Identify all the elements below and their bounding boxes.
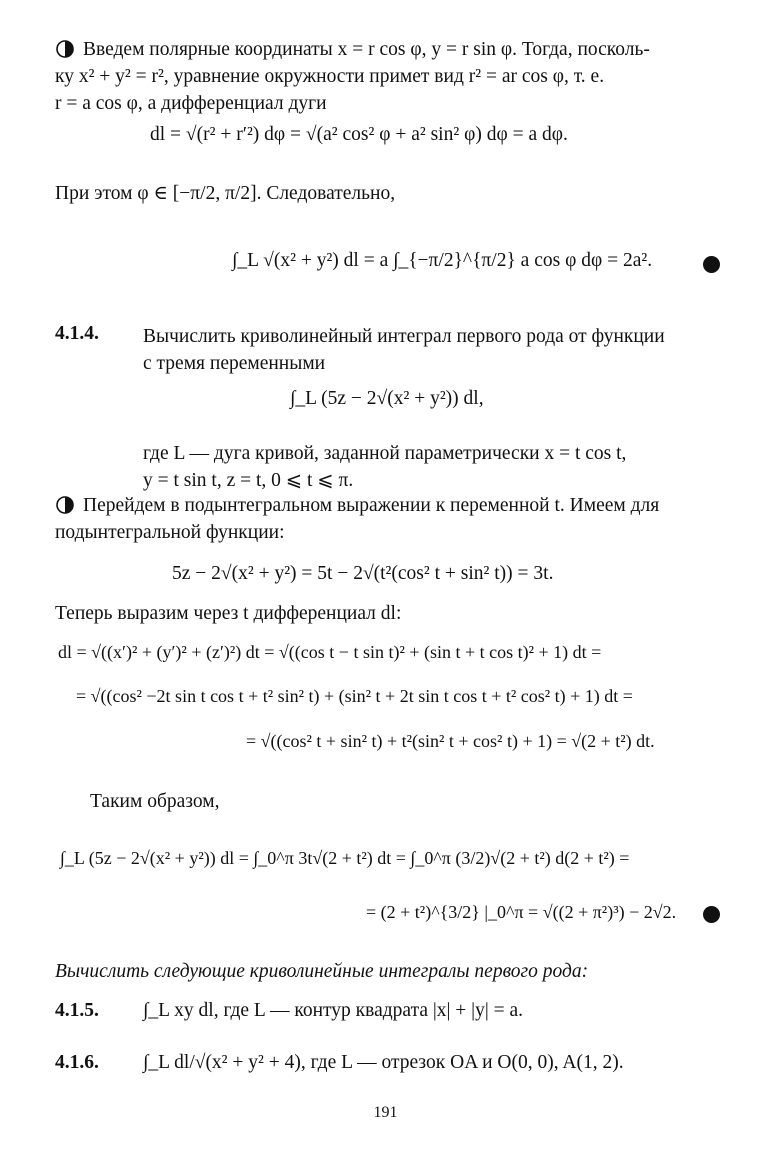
thus-text: Таким образом, [90,791,220,812]
page-number: 191 [373,1104,398,1121]
formula-final-line1: ∫_L (5z − 2√(x² + y²)) dl = ∫_0^π 3t√(2 + t²) dt = ∫_0^π (3/2)√(2 + t²) d(2 + t²) = [60,848,630,868]
solution-end-marker-icon [703,256,720,273]
problem-text: Вычислить криволинейный интеграл первого рода от функции с тремя переменными [143,326,665,374]
dl-intro-text: Теперь выразим через t дифференциал dl: [55,603,402,624]
exercises-heading: Вычислить следующие криволинейные интегралы первого рода: [55,961,589,982]
formula-dl-line1: dl = √((x′)² + (y′)² + (z′)²) dt = √((cos t − t sin t)² + (sin t + t cos t)² + 1) dt = [58,642,602,662]
problem-condition: где L — дуга кривой, заданной параметрически x = t cos t, y = t sin t, z = t, 0 ⩽ t ⩽ π. [143,443,627,491]
exercise-text: ∫_L dl/√(x² + y² + 4), где L — отрезок OA и O(0, 0), A(1, 2). [143,1052,624,1073]
problem-label: 4.1.4. [55,323,99,344]
solution-start-marker-icon [55,40,75,58]
range-text: При этом φ ∈ [−π/2, π/2]. Следовательно, [55,183,396,204]
problem-formula: ∫_L (5z − 2√(x² + y²)) dl, [290,388,484,409]
solution-1-text: Введем полярные координаты x = r cos φ, y = r sin φ. Тогда, посколь- ку x² + y² = r², уравнение окружности примет вид r² = ar cos φ, т. е. r = a cos φ, а дифференциал дуги [55,39,650,114]
exercise-label: 4.1.5. [55,1000,99,1021]
solution-2-text: Перейдем в подынтегральном выражении к переменной t. Имеем для подынтегральной функции: [55,495,660,543]
formula-dl-line3: = √((cos² t + sin² t) + t²(sin² t + cos² t) + 1) = √(2 + t²) dt. [246,731,655,751]
formula-final-line2: = (2 + t²)^{3/2} |_0^π = √((2 + π²)³) − 2√2. [366,902,677,922]
formula-integral-polar: ∫_L √(x² + y²) dl = a ∫_{−π/2}^{π/2} a cos φ dφ = 2a². [232,250,653,271]
exercise-label: 4.1.6. [55,1052,99,1073]
solution-start-marker-icon [55,496,75,514]
formula-dl-polar: dl = √(r² + r′²) dφ = √(a² cos² φ + a² sin² φ) dφ = a dφ. [150,124,568,145]
formula-integrand: 5z − 2√(x² + y²) = 5t − 2√(t²(cos² t + sin² t)) = 3t. [172,563,554,584]
solution-end-marker-icon [703,906,720,923]
formula-dl-line2: = √((cos² −2t sin t cos t + t² sin² t) + (sin² t + 2t sin t cos t + t² cos² t) + 1) dt = [76,686,633,706]
exercise-text: ∫_L xy dl, где L — контур квадрата |x| + |y| = a. [143,1000,524,1021]
